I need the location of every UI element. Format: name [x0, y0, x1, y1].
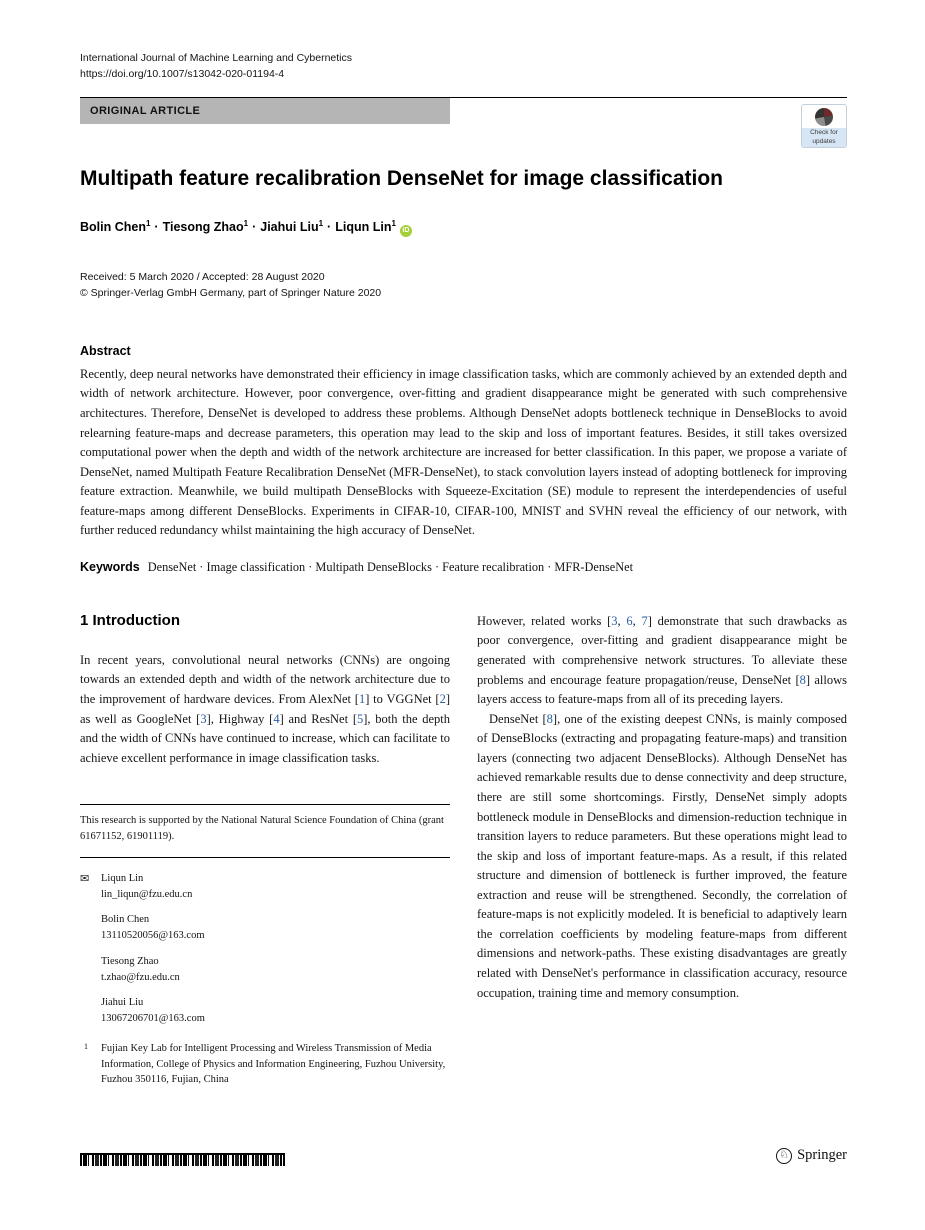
- author-contact: [80, 954, 450, 986]
- author-name: Jiahui Liu$^1$: [260, 219, 324, 235]
- check-for-updates-label: Check for updates: [802, 128, 846, 147]
- springer-logo: [776, 1147, 847, 1164]
- orcid-icon[interactable]: iD: [400, 225, 412, 237]
- right-column: [477, 612, 847, 1088]
- envelope-icon: ✉: [80, 872, 90, 885]
- check-for-updates-badge[interactable]: [801, 104, 847, 148]
- citation-link[interactable]: 3: [200, 711, 207, 726]
- footnote-rule-bottom: [80, 857, 450, 858]
- email-link[interactable]: 13110520056@163.com: [101, 930, 205, 942]
- author-contact-name: Liqun Lin: [101, 872, 144, 884]
- author-contact: [80, 912, 450, 944]
- article-type-banner: [80, 98, 450, 124]
- footnote-rule-top: [80, 804, 450, 805]
- authors-line: Bolin Chen$^1$ · Tiesong Zhao$^1$ · Jiahui Liu$^1$ · Liqun Lin$^1$iD: [80, 219, 847, 237]
- section-heading-introduction: 1 Introduction: [80, 611, 180, 629]
- footnote-block: [80, 804, 450, 1088]
- correspondence-block: [80, 871, 450, 1027]
- keywords-label: Keywords: [80, 559, 140, 574]
- citation-link[interactable]: 3: [611, 613, 618, 628]
- keywords-text: DenseNet · Image classification · Multipath DenseBlocks · Feature recalibration · MFR-DenseNet: [147, 559, 633, 574]
- keywords-line: [80, 560, 847, 575]
- citation-link[interactable]: 5: [356, 711, 364, 726]
- doi-link[interactable]: https://doi.org/10.1007/s13042-020-01194-4: [80, 68, 285, 80]
- citation-link[interactable]: 1: [358, 692, 366, 707]
- author-contact-name: Jiahui Liu: [101, 997, 144, 1009]
- email-link[interactable]: t.zhao@fzu.edu.cn: [101, 971, 180, 983]
- body-paragraph: However, related works [3, 6, 7] demonstrate that such drawbacks as poor convergence, over-fitting and gradient disappearance might be generated with comprehensive network structures. To alleviate these problems and encourage feature propagation/reuse, DenseNet [8] allows layers access to feature-maps from all of its preceding layers.: [477, 613, 848, 707]
- citation-link[interactable]: 7: [641, 613, 648, 628]
- received-accepted: Received: 5 March 2020 / Accepted: 28 August 2020: [80, 271, 325, 284]
- affiliation-text: Fujian Key Lab for Intelligent Processing and Wireless Transmission of Media Information, College of Physics and Information Engineering, Fuzhou University, Fuzhou 350116, Fujian, China: [101, 1042, 446, 1086]
- barcode-image: [80, 1153, 285, 1166]
- email-link[interactable]: 13067206701@163.com: [101, 1013, 205, 1025]
- affiliation: 1 Fujian Key Lab for Intelligent Processing and Wireless Transmission of Media Information, College of Physics and Information Engineering, Fuzhou University, Fuzhou 350116, Fujian, China: [84, 1041, 446, 1086]
- author-contact-name: Bolin Chen: [101, 914, 150, 926]
- springer-wordmark: Springer: [797, 1147, 847, 1163]
- citation-link[interactable]: 8: [799, 672, 806, 687]
- citation-link[interactable]: 6: [626, 613, 633, 628]
- body-paragraph: DenseNet [8], one of the existing deepest CNNs, is mainly composed of DenseBlocks (extracting and propagating feature-maps) and transition layers (connecting two adjacent DenseBlocks). Although DenseNet has achieved remarkable results due to dense connectivity and deep structure, there are still some shortcomings. Firstly, DenseNet simply adopts bottleneck module in DenseBlocks and dimension-reduction technique in transition layers to reduce parameters. But these operations might lead to the skip and loss of important feature-maps. As a result, if this related structure and dimension of bottleneck is further improved, the feature extraction and reuse will be strengthened. Secondly, the correlation of feature-maps is not explicitly modeled. It is beneficial to adaptively learn the correlation coefficients by modeling feature-maps from different dimensions and network-paths. These existing disadvantages are greatly related with DenseNet's performance in classification accuracy, resource occupation, training time and memory consumption.: [477, 711, 848, 1000]
- author-name: Bolin Chen$^1$: [80, 219, 151, 235]
- springer-knight-icon: ♘: [776, 1148, 792, 1164]
- funding-footnote: This research is supported by the National Natural Science Foundation of China (grant 61671152, 61901119).: [80, 815, 444, 843]
- copyright-line: © Springer-Verlag GmbH Germany, part of Springer Nature 2020: [80, 287, 382, 300]
- abstract-heading: Abstract: [80, 343, 131, 358]
- author-name: Tiesong Zhao$^1$: [162, 219, 249, 235]
- author-contact: [80, 995, 450, 1027]
- article-dates: [80, 270, 847, 302]
- article-type-label: ORIGINAL ARTICLE: [90, 105, 201, 117]
- page-title: Multipath feature recalibration DenseNet for image classification: [80, 167, 723, 190]
- author-contact-name: Tiesong Zhao: [101, 955, 159, 967]
- crossmark-logo-icon: [815, 108, 833, 126]
- citation-link[interactable]: 8: [546, 711, 553, 726]
- citation-link[interactable]: 4: [273, 711, 280, 726]
- author-name: Liqun Lin$^1$: [335, 219, 396, 235]
- abstract-text: Recently, deep neural networks have demonstrated their efficiency in image classification tasks, which are commonly achieved by an extended depth and width of network architecture. However, poor convergence, over-fitting and gradient disappearance might be generated with such comprehensive architectures. Therefore, DenseNet is developed to address these problems. Although DenseNet adopts bottleneck technique in DenseBlocks to avoid relearning feature-maps and decrease parameters, this operation may lead to the skip and loss of important features. Besides, it still takes oversized computational power when the depth and width of the network architecture are increased for better classification. In this paper, we propose a variate of DenseNet, named Multipath Feature Recalibration DenseNet (MFR-DenseNet), to stack convolution layers instead of adopting bottleneck for improving feature extraction. Meanwhile, we build multipath DenseBlocks with Squeeze-Excitation (SE) module to represent the interdependencies of useful feature-maps among different DenseBlocks. Experiments in CIFAR-10, CIFAR-100, MNIST and SVHN reveal the efficiency of our network, with further reduced redundancy whilst maintaining the high accuracy of DenseNet.: [80, 366, 847, 538]
- journal-name: International Journal of Machine Learning and Cybernetics: [80, 52, 353, 64]
- left-column: [80, 612, 450, 1088]
- corresponding-author: [80, 871, 450, 903]
- header-rule: [80, 97, 847, 124]
- email-link[interactable]: lin_liqun@fzu.edu.cn: [101, 888, 193, 900]
- intro-paragraph: In recent years, convolutional neural networks (CNNs) are ongoing towards an extended depth and width of the network architecture due to the improvement of hardware devices. From AlexNet [1] to VGGNet [2] as well as GoogleNet [3], Highway [4] and ResNet [5], both the depth and the width of CNNs have continued to increase, which can facilitate to achieve excellent performance in image classification tasks.: [80, 652, 451, 765]
- citation-link[interactable]: 2: [439, 692, 446, 707]
